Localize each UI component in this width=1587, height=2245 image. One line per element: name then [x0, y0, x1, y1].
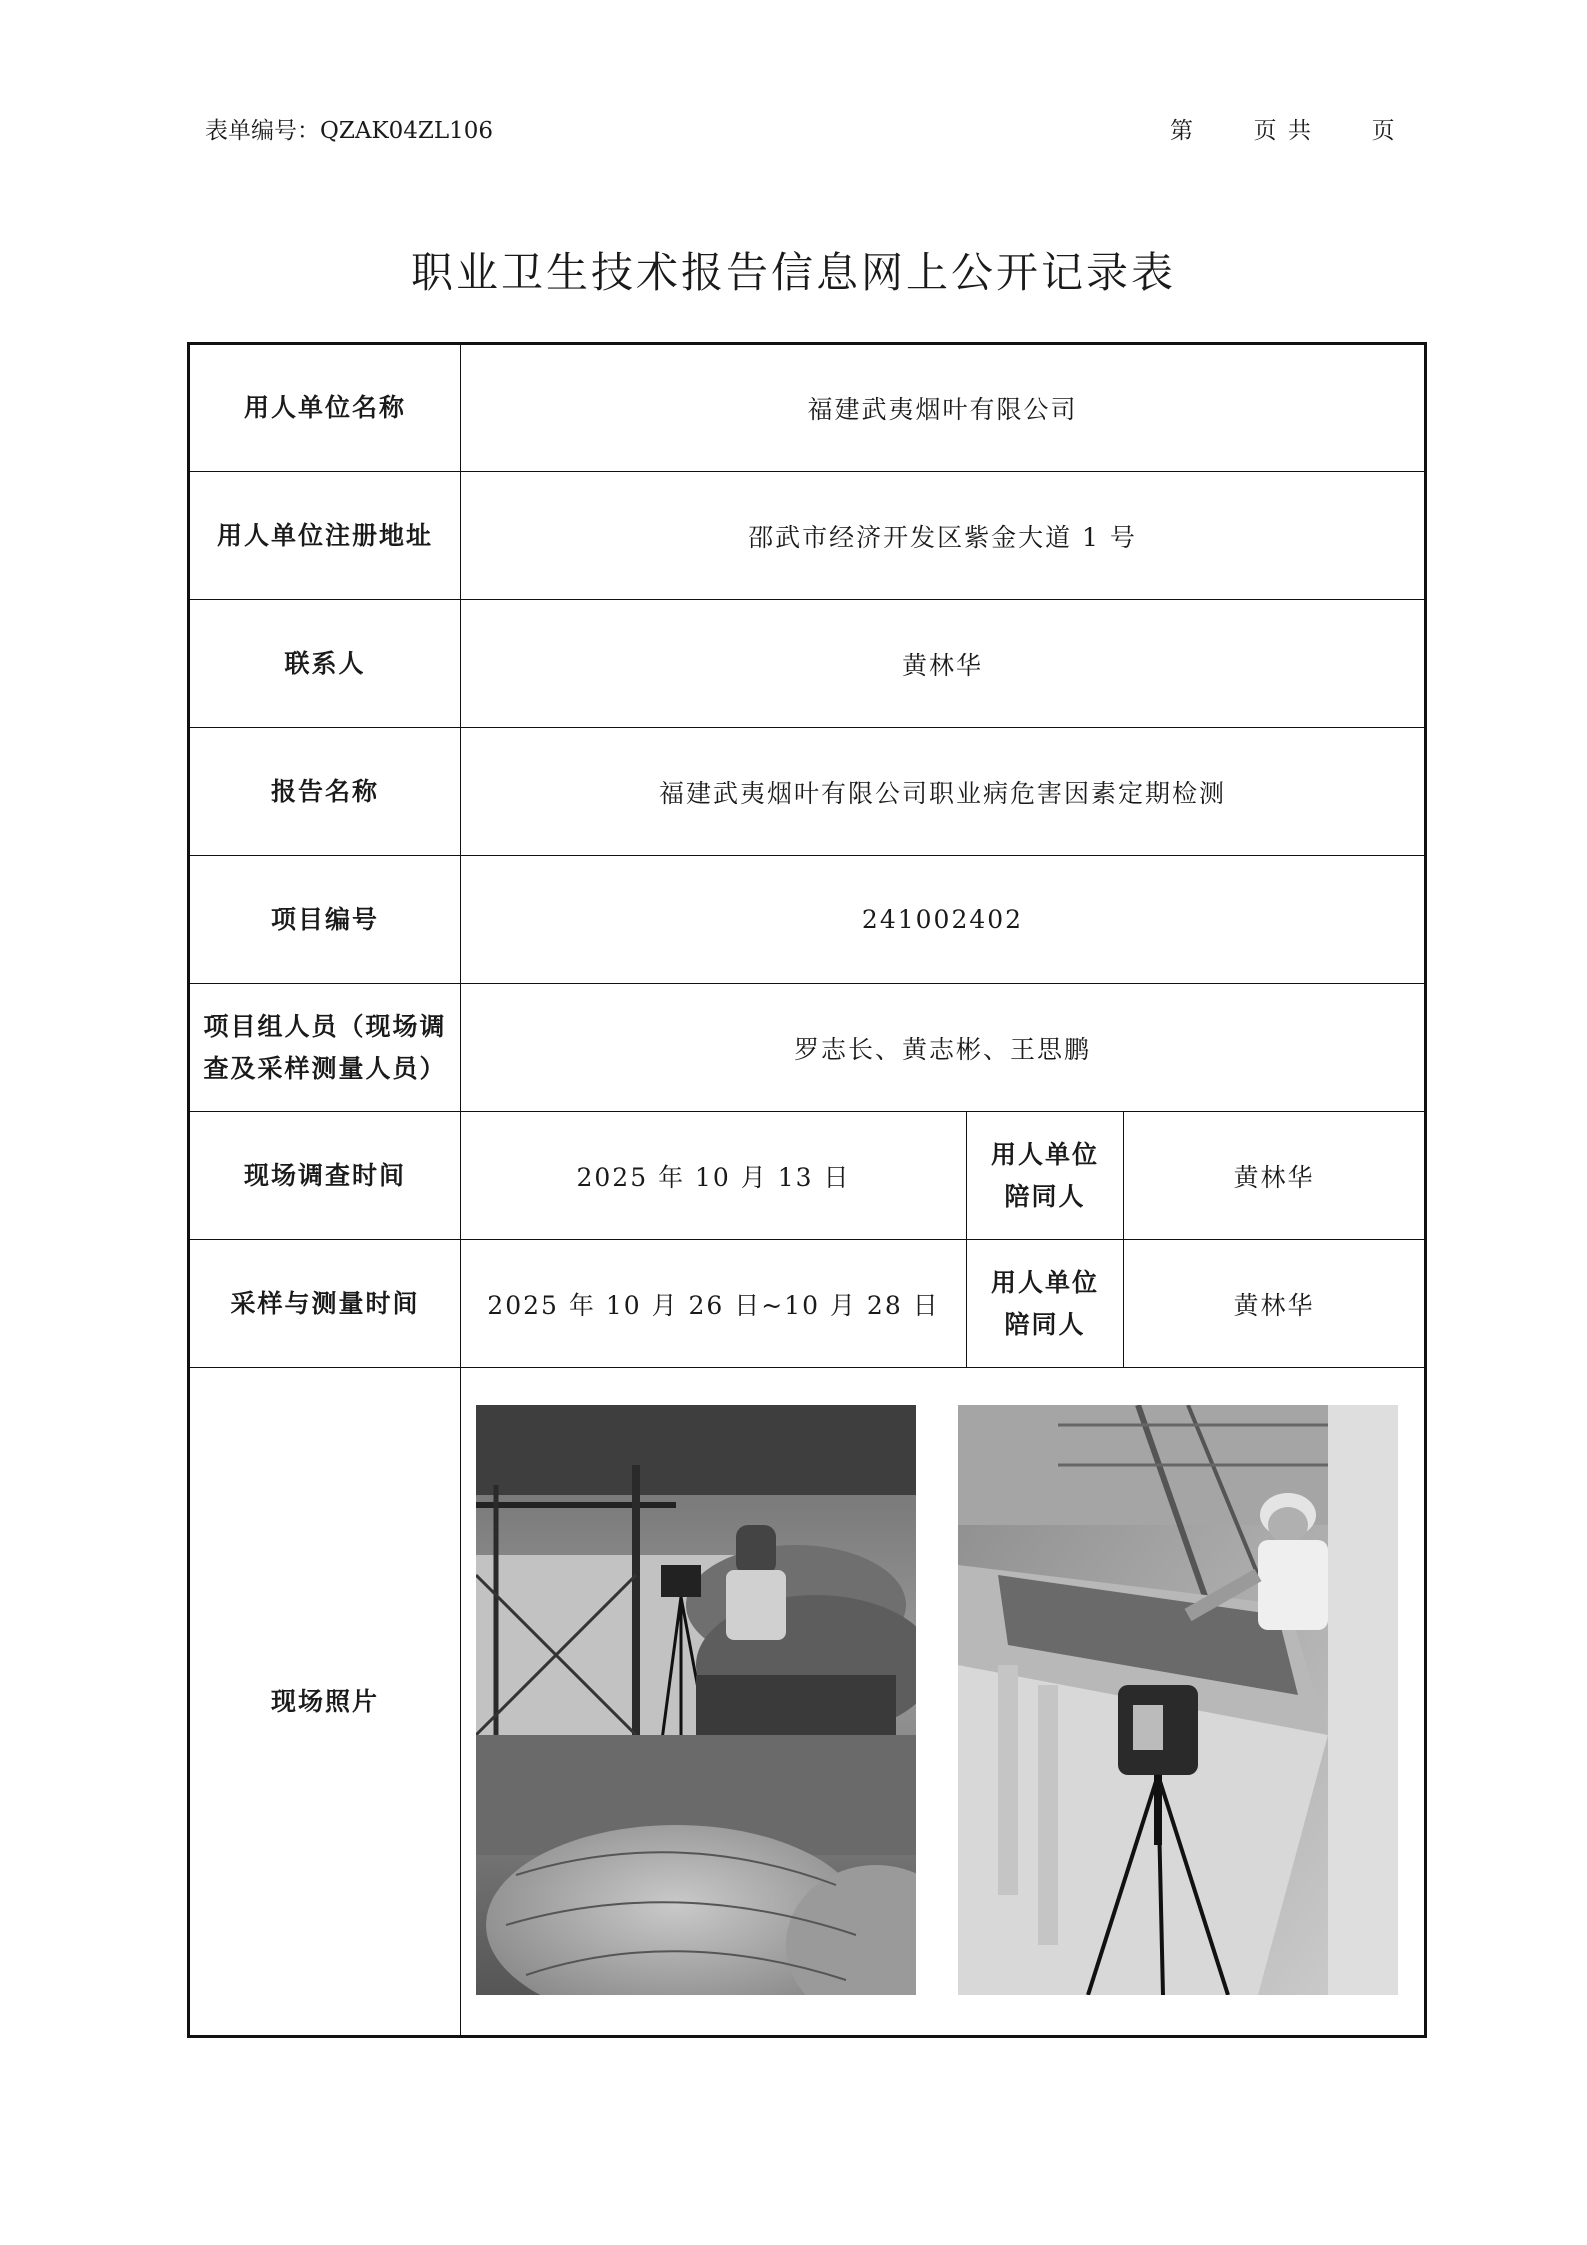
- employer-name-label: 用人单位名称: [189, 344, 461, 472]
- survey-time-value: 2025 年 10 月 13 日: [461, 1112, 967, 1240]
- page-info: [1170, 112, 1397, 145]
- record-table: [187, 342, 1427, 2038]
- site-photo-1: [476, 1405, 916, 1995]
- survey-time-label: 现场调查时间: [189, 1112, 461, 1240]
- survey-escort-label-line2: 陪同人: [1004, 1181, 1086, 1211]
- sampling-time-label: 采样与测量时间: [189, 1240, 461, 1368]
- document-title: 职业卫生技术报告信息网上公开记录表: [410, 248, 1176, 297]
- team-label: [189, 984, 461, 1112]
- employer-name-value: 福建武夷烟叶有限公司: [461, 344, 1426, 472]
- survey-escort-value: 黄林华: [1124, 1112, 1426, 1240]
- photos-label: 现场照片: [189, 1368, 461, 2037]
- sampling-escort-label-line2: 陪同人: [1004, 1309, 1086, 1339]
- row-employer-address: [189, 472, 1426, 600]
- row-sampling-time: [189, 1240, 1426, 1368]
- team-value: 罗志长、黄志彬、王思鹏: [461, 984, 1426, 1112]
- report-name-label: 报告名称: [189, 728, 461, 856]
- sampling-time-value: 2025 年 10 月 26 日~10 月 28 日: [461, 1240, 967, 1368]
- row-team: [189, 984, 1426, 1112]
- page-gong: 共: [1287, 118, 1313, 144]
- row-photos: [189, 1368, 1426, 2037]
- contact-value: 黄林华: [461, 600, 1426, 728]
- team-label-line2: 查及采样测量人员）: [203, 1053, 447, 1083]
- row-project-no: [189, 856, 1426, 984]
- row-report-name: [189, 728, 1426, 856]
- page-di: 第: [1170, 118, 1195, 144]
- form-number: 表单编号：QZAK04ZL106: [205, 118, 494, 144]
- survey-escort-label-line1: 用人单位: [990, 1139, 1099, 1169]
- sampling-escort-value: 黄林华: [1124, 1240, 1426, 1368]
- employer-address-label: 用人单位注册地址: [189, 472, 461, 600]
- project-no-label: 项目编号: [189, 856, 461, 984]
- row-survey-time: [189, 1112, 1426, 1240]
- survey-escort-label: [967, 1112, 1124, 1240]
- page-ye: 页: [1253, 118, 1279, 144]
- photos-container: [461, 1368, 1424, 2035]
- report-name-value: 福建武夷烟叶有限公司职业病危害因素定期检测: [461, 728, 1426, 856]
- sampling-escort-label-line1: 用人单位: [990, 1267, 1099, 1297]
- row-contact: [189, 600, 1426, 728]
- employer-address-value: 邵武市经济开发区紫金大道 1 号: [461, 472, 1426, 600]
- row-employer-name: [189, 344, 1426, 472]
- contact-label: 联系人: [189, 600, 461, 728]
- project-no-value: 241002402: [461, 856, 1426, 984]
- team-label-line1: 项目组人员（现场调: [203, 1011, 447, 1041]
- page-ye2: 页: [1371, 118, 1397, 144]
- sampling-escort-label: [967, 1240, 1124, 1368]
- site-photo-2: [958, 1405, 1398, 1995]
- photos-cell: [461, 1368, 1426, 2037]
